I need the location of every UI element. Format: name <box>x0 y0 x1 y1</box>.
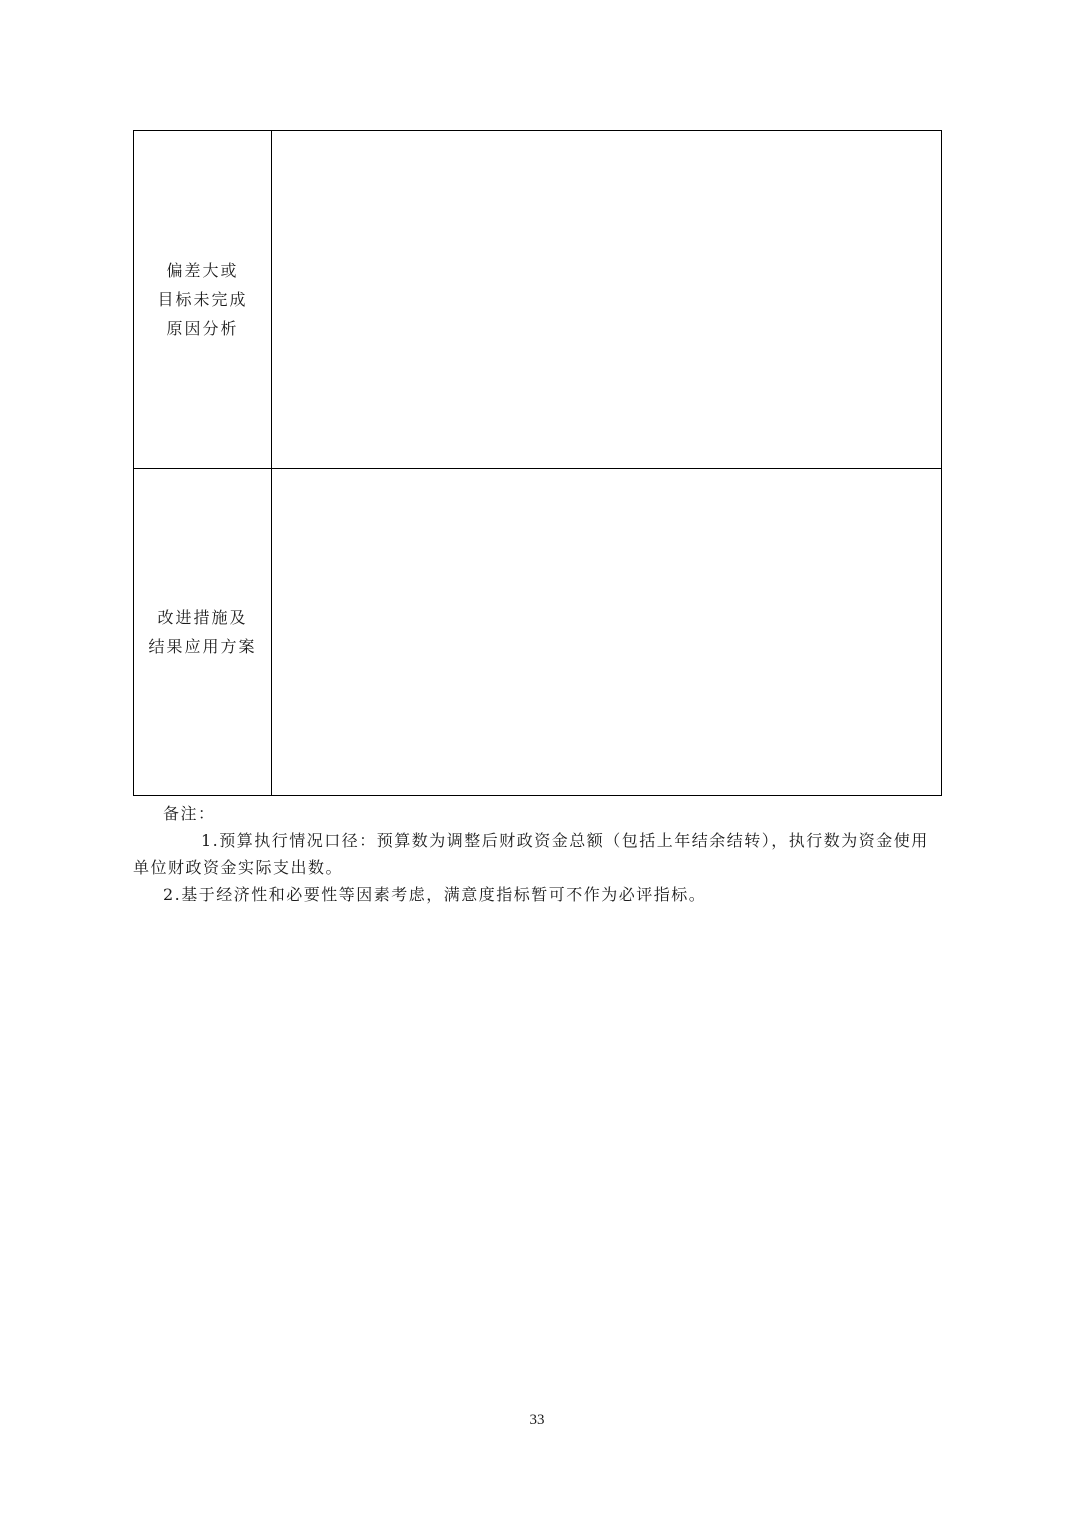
notes-section <box>133 800 933 908</box>
content-cell-improvement-measures <box>272 469 942 796</box>
label-line: 目标未完成 <box>157 290 248 309</box>
evaluation-form-table <box>133 130 942 796</box>
table-row-deviation-analysis <box>134 131 942 469</box>
note-item-1: 1.预算执行情况口径：预算数为调整后财政资金总额（包括上年结余结转），执行数为资金使用单位财政资金实际支出数。 <box>133 831 929 877</box>
table-row-improvement-measures <box>134 469 942 796</box>
label-line: 结果应用方案 <box>148 637 257 656</box>
row-label-deviation-analysis <box>134 131 272 469</box>
notes-title: 备注： <box>163 804 216 823</box>
note-item-2: 2.基于经济性和必要性等因素考虑，满意度指标暂可不作为必评指标。 <box>163 885 707 904</box>
label-line: 原因分析 <box>166 319 239 338</box>
label-line: 偏差大或 <box>166 261 239 280</box>
row-label-improvement-measures <box>134 469 272 796</box>
page-number: 33 <box>529 1412 545 1428</box>
label-line: 改进措施及 <box>157 608 248 627</box>
content-cell-deviation-analysis <box>272 131 942 469</box>
